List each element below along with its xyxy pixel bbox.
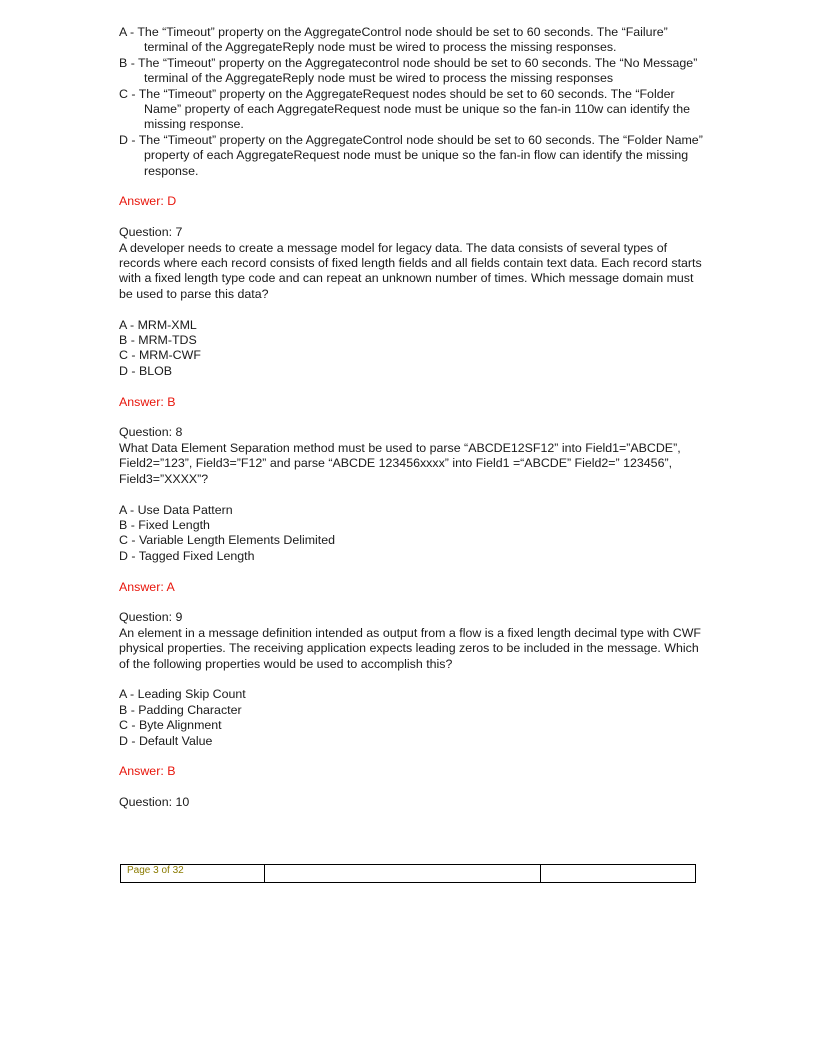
option-a: A - Leading Skip Count [119, 687, 246, 702]
page-number: Page 3 of 32 [121, 865, 265, 882]
option-b: B - Padding Character [119, 702, 242, 717]
option-c: C - Byte Alignment [119, 718, 222, 733]
option-d: D - Tagged Fixed Length [119, 548, 255, 563]
option-d: D - The “Timeout” property on the AggregateControl node should be set to 60 seconds. The “Folder Name” property of each AggregateRequest node must be unique so the fan-in flow can identify the missing response. [119, 132, 703, 178]
option-c: C - Variable Length Elements Delimited [119, 533, 336, 548]
option-c: C - MRM-CWF [119, 348, 201, 363]
footer-cell [265, 865, 541, 882]
option-a: A - The “Timeout” property on the AggregateControl node should be set to 60 seconds. The “Failure” terminal of the AggregateReply node must be wired to process the missing responses. [119, 25, 668, 55]
question-heading: Question: 10 [119, 795, 190, 810]
answer-label: Answer: A [119, 579, 175, 594]
answer-label: Answer: B [119, 764, 176, 779]
question-text: An element in a message definition intended as output from a flow is a fixed length decimal type with CWF physical properties. The receiving application expects leading zeros to be included in the message. Which of the following properties would be used to accomplish this? [119, 625, 701, 671]
question-text: A developer needs to create a message model for legacy data. The data consists of several types of records where each record consists of fixed length fields and all fields contain text data. Each record starts with a fixed length type code and can repeat an unknown number of times. Which message domain must be used to parse this data? [119, 240, 702, 301]
option-d: D - BLOB [119, 363, 173, 378]
page-content [119, 25, 709, 811]
question-heading: Question: 8 [119, 425, 183, 440]
option-b: B - The “Timeout” property on the Aggregatecontrol node should be set to 60 seconds. The “No Message” terminal of the AggregateReply node must be wired to process the missing responses [119, 55, 698, 86]
option-a: A - Use Data Pattern [119, 502, 233, 517]
question-heading: Question: 9 [119, 610, 183, 625]
option-b: B - MRM-TDS [119, 333, 197, 348]
footer-cell [541, 865, 695, 882]
option-c: C - The “Timeout” property on the AggregateRequest nodes should be set to 60 seconds. The “Folder Name” property of each AggregateRequest node must be unique so the fan-in 110w can identify the missing response. [119, 86, 690, 132]
answer-label: Answer: D [119, 194, 177, 209]
question-heading: Question: 7 [119, 225, 183, 240]
page-footer-table [120, 864, 696, 883]
answer-label: Answer: B [119, 394, 176, 409]
question-text: What Data Element Separation method must be used to parse “ABCDE12SF12” into Field1=”ABCDE”, Field2=”123”, Field3=”F12” and parse “ABCDE 123456xxxx” into Field1 =“ABCDE” Field2=” 123456”, Field3=”XXXX”? [119, 440, 681, 486]
option-b: B - Fixed Length [119, 517, 210, 532]
option-a: A - MRM-XML [119, 317, 197, 332]
option-d: D - Default Value [119, 733, 213, 748]
